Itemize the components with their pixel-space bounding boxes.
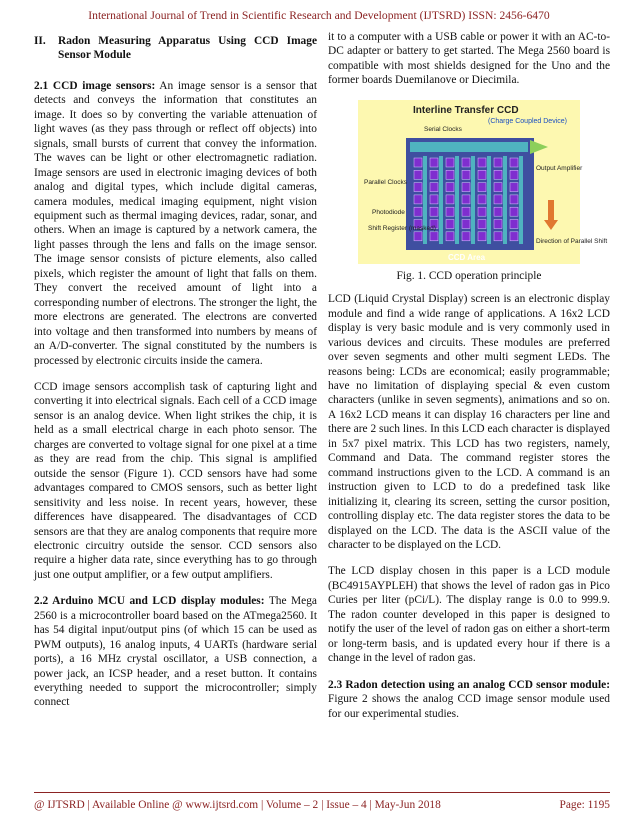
subheading-radon-detection: 2.3 Radon detection using an analog CCD sensor module: [328,678,610,691]
paragraph-text: The Mega 2560 is a microcontroller board based on the ATmega2560. It has 54 digital input/output pins (of which 15 can be used as PWM outputs), 16 analog inputs, 4 UARTs (hardware serial ports), a 16 MHz crystal oscillator, a USB connection, a power jack, an ICSP header, and a reset button. It contains everything needed to support the microcontroller; simply connect [34,595,317,709]
photodiode-cell [446,232,454,241]
subheading-ccd-sensors: 2.1 CCD image sensors: [34,79,156,92]
photodiode-cell [446,195,454,204]
photodiode-cell [414,195,422,204]
footer-info: @ IJTSRD | Available Online @ www.ijtsrd.com | Volume – 2 | Issue – 4 | May-Jun 2018 [34,799,441,811]
subheading-arduino: 2.2 Arduino MCU and LCD display modules: [34,595,265,608]
paragraph-lcd-intro: LCD (Liquid Crystal Display) screen is an electronic display module and find a wide range of applications. A 16x2 LCD display is very basic module and is very commonly used in various devices and circuits. These modules are preferred over seven segments and other multi segment LEDs. The reasons being: LCDs are economical; easily programmable; have no limitation of displaying special & even custom characters (unlike in seven segments), animations and so on. A 16x2 LCD means it can display 16 characters per line and there are 2 such lines. In this LCD each character is displayed in 5x7 pixel matrix. This LCD has two registers, namely, Command and Data. The command register stores the command instructions given to the LCD. A command is an instruction given to LCD to do a predefined task like initializing it, clearing its screen, setting the cursor position, controlling display etc. The data register stores the data to be displayed on the LCD. The data is the ASCII value of the character to be displayed on the LCD. [328,293,610,551]
photodiode-cell [510,170,518,179]
photodiode-cell [494,158,502,167]
figure-ccd-diagram [358,100,608,264]
photodiode-cell [446,158,454,167]
label-shift-register: Shift Register (masked) [368,224,436,232]
photodiode-cell [462,182,470,191]
journal-header: International Journal of Trend in Scientific Research and Development (IJTSRD) ISSN: 2456-6470 [88,9,550,22]
photodiode-cell [462,219,470,228]
section-heading [34,34,317,63]
photodiode-cell [478,195,486,204]
figure-caption: Fig. 1. CCD operation principle [396,269,542,282]
figure-title: Interline Transfer CCD [413,104,519,116]
photodiode-cell [414,182,422,191]
photodiode-cell [510,219,518,228]
photodiode-cell [462,170,470,179]
photodiode-cell [430,170,438,179]
photodiode-cell [462,195,470,204]
section-number: II. [34,35,46,47]
photodiode-cell [462,232,470,241]
photodiode-cell [510,232,518,241]
photodiode-cell [494,195,502,204]
photodiode-cell [446,219,454,228]
page-number: Page: 1195 [559,799,610,811]
shift-register-column [455,156,459,244]
section-title: Radon Measuring Apparatus Using CCD Image Sensor Module [58,35,317,62]
shift-register-column [503,156,507,244]
shift-register-column [471,156,475,244]
photodiode-cell [478,232,486,241]
label-direction: Direction of Parallel Shift [536,237,608,245]
paragraph-ccd-intro [34,79,317,368]
photodiode-cell [478,170,486,179]
photodiode-cell [510,207,518,216]
photodiode-cell [430,158,438,167]
shift-register-column [519,156,523,244]
label-parallel-clocks: Parallel Clocks [364,178,407,186]
photodiode-cell [494,219,502,228]
label-photodiode: Photodiode [372,208,405,216]
photodiode-cell [414,170,422,179]
photodiode-cell [430,195,438,204]
photodiode-cell [414,232,422,241]
ccd-diagram [358,100,608,264]
photodiode-cell [510,195,518,204]
horizontal-register [410,142,528,152]
paragraph-radon-detection [328,678,610,721]
shift-register-column [487,156,491,244]
right-column [328,30,610,721]
photodiode-cell [494,207,502,216]
page-footer [34,792,610,811]
photodiode-cell [462,207,470,216]
paragraph-lcd-module: The LCD display chosen in this paper is a LCD module (BC4915AYPLEH) that shows the level of radon gas in Pico Curies per liter (pCi/L). The display range is 0.0 to 999.9. The radon counter developed in this paper is designed to notify the user of the level of radon gas on either a short-term or long-term basis, and is updated every hour if there is a change in the level of radon gas. [328,565,610,665]
photodiode-cell [510,182,518,191]
photodiode-cell [478,219,486,228]
photodiode-cell [430,207,438,216]
photodiode-cell [430,232,438,241]
photodiode-cell [478,158,486,167]
label-ccd-area: CCD Area [448,252,486,262]
label-serial-clocks: Serial Clocks [424,125,462,133]
paragraph-arduino-continued: it to a computer with a USB cable or power it with an AC-to-DC adapter or battery to get started. The Mega 2560 board is compatible with most shields designed for the Uno and the former boards Duemilanove or Diecimila. [328,31,610,87]
photodiode-cell [446,207,454,216]
photodiode-cell [430,182,438,191]
left-column [34,34,317,710]
photodiode-cell [478,182,486,191]
photodiode-cell [494,182,502,191]
shift-register-column [439,156,443,244]
photodiode-cell [414,207,422,216]
paragraph-text: An image sensor is a sensor that detects and conveys the information that constitutes an image. It does so by converting the variable attenuation of light waves (as they pass through or reflect off objects) into signals, small bursts of current that convey the information. The waves can be light or other electromagnetic radiation. Image sensors are used in electronic imaging devices of both analog and digital types, which include digital cameras, camera modules, medical imaging equipment, night vision equipment such as thermal imaging devices, radar, sonar, and others. When an image is captured by a network camera, the light passes through the lens and falls on the image sensor. The image sensor consists of picture elements, also called pixels, which register the amount of light that falls on them. They convert the received amount of light into a corresponding number of electrons. The stronger the light, the more electrons are generated. The electrons are converted into voltage and then transformed into numbers by means of an A/D-converter. The signal constituted by the numbers is processed by electronic circuits inside the camera. [34,79,317,367]
photodiode-cell [414,158,422,167]
photodiode-cell [446,170,454,179]
photodiode-cell [462,158,470,167]
paragraph-text: Figure 2 shows the analog CCD image sensor module used for our experimental studies. [328,693,610,720]
photodiode-cell [478,207,486,216]
photodiode-cell [510,158,518,167]
photodiode-cell [494,232,502,241]
label-output-amplifier: Output Amplifier [536,164,583,172]
photodiode-cell [446,182,454,191]
paragraph-ccd-operation: CCD image sensors accomplish task of capturing light and converting it into electrical signals. Each cell of a CCD image sensor is an analog device. When light strikes the chip, it is held as a small electrical charge in each photo sensor. The charges are converted to voltage signal for one pixel at a time as they are read from the chip. This signal is amplified outside the sensor (Figure 1). CCD sensors have had some advantages compared to CMOS sensors, such as better light sensitivity and less noise. In recent years, however, these differences have disappeared. The disadvantages of CCD sensors are that they are analog components that require more electronic circuitry outside the sensor. CCD sensors also require a higher data rate, since everything has to go through just one output amplifier, or a few output amplifiers. [34,380,317,581]
paragraph-arduino [34,594,317,710]
photodiode-cell [494,170,502,179]
figure-subtitle: (Charge Coupled Device) [488,117,567,125]
